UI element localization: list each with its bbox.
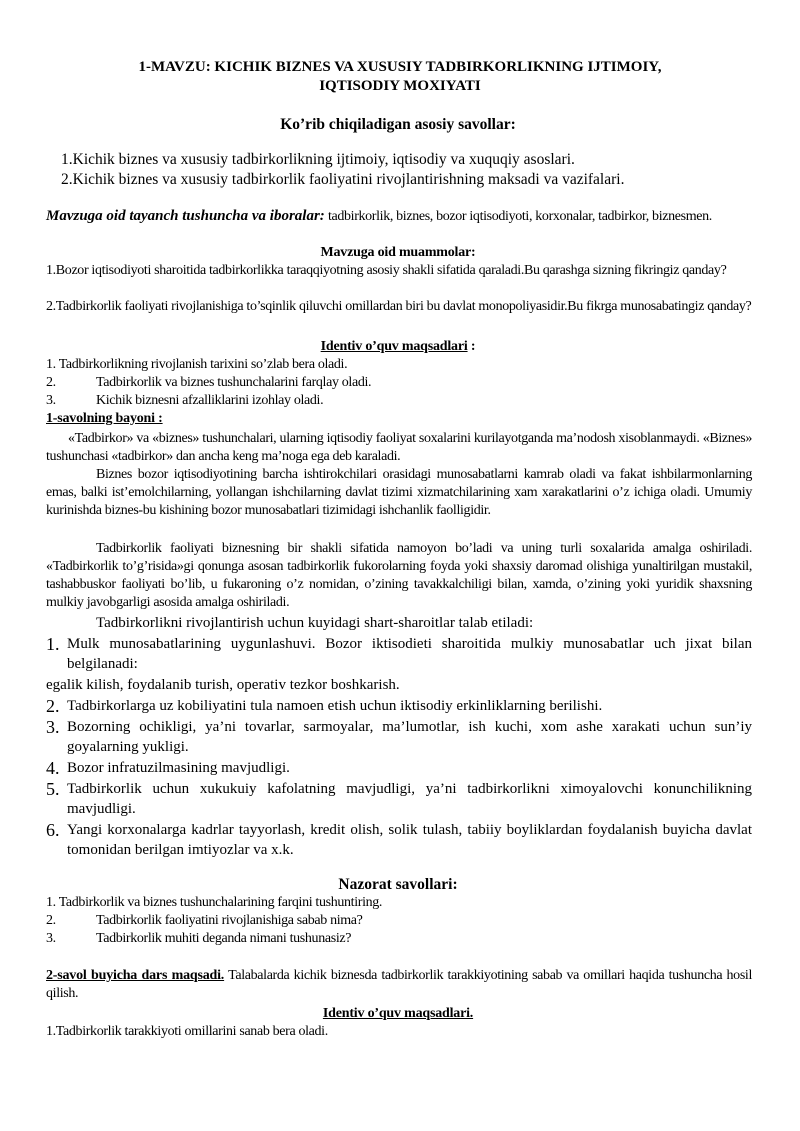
condition-item xyxy=(46,696,752,716)
section1-paragraph-3: Tadbirkorlik faoliyati biznesning bir shakli sifatida namoyon bo’ladi va uning turli soxalarida amalga oshiriladi. «Tadbirkorlik to’g’risida»gi qonunga asosan tadbirkorlik fukorolarning foyda yoki shaxsiy daromad olishiga yunaltirilgan mustakil, tashabbuskor faoliyati bo’lib, u fukaroning o’z nomidan, o’zining tavakkalchiligi bilan, xamda, o’zining yoki yuridik shaxsning mulkiy javobgarligi asosida amalga oshiriladi. xyxy=(46,541,752,610)
control-heading: Nazorat savollari: xyxy=(338,876,458,893)
control-item xyxy=(46,930,752,948)
section1-paragraph-1: «Tadbirkor» va «biznes» tushunchalari, ularning iqtisodiy faoliyat soxalarini kurilayotganda ma’nodosh xisoblanmaydi. «Biznes» tushunchasi «tadbirkor» dan ancha keng ma’noga ega deb karaladi. xyxy=(46,431,752,464)
title-line-2: IQTISODIY MOXIYATI xyxy=(319,78,481,94)
document-title xyxy=(100,58,700,96)
goal-item: 1. Tadbirkorlikning rivojlanish tarixini so’zlab bera oladi. xyxy=(46,357,348,372)
condition-item xyxy=(46,758,752,778)
section2-paragraph xyxy=(46,967,752,1003)
condition-text: Bozorning ochikligi, ya’ni tovarlar, sarmoyalar, ma’lumotlar, ish kuchi, xom ashe xarakati uchun sun’iy goyalarning yukligi. xyxy=(67,719,752,755)
control-number: 2. xyxy=(46,913,56,928)
condition-number: 5. xyxy=(46,779,60,799)
goal-item xyxy=(46,374,752,392)
condition-continuation: egalik kilish, foydalanib turish, operativ tezkor boshkarish. xyxy=(46,677,400,693)
section1-heading: 1-savolning bayoni : xyxy=(46,411,163,426)
control-text: Tadbirkorlik faoliyatini rivojlanishiga sabab nima? xyxy=(96,913,363,928)
goals-heading xyxy=(46,338,750,356)
goal-text: Kichik biznesni afzalliklarini izohlay oladi. xyxy=(96,393,324,408)
section1-paragraph-4: Tadbirkorlikni rivojlantirish uchun kuyidagi shart-sharoitlar talab etiladi: xyxy=(96,615,534,631)
goal-item xyxy=(46,392,752,410)
condition-number: 1. xyxy=(46,634,60,654)
goals2-heading: Identiv o’quv maqsadlari. xyxy=(322,1006,474,1021)
goal-item: 1.Tadbirkorlik tarakkiyoti omillarini sanab bera oladi. xyxy=(46,1024,328,1039)
goal-number: 2. xyxy=(46,375,56,390)
control-item xyxy=(46,912,752,930)
concepts-paragraph xyxy=(46,207,752,226)
control-item: 1. Tadbirkorlik va biznes tushunchalarining farqini tushuntiring. xyxy=(46,895,383,910)
condition-item xyxy=(46,779,752,819)
condition-item xyxy=(46,820,752,860)
concepts-label: Mavzuga oid tayanch tushuncha va iboralar: xyxy=(46,208,325,224)
condition-number: 6. xyxy=(46,820,60,840)
question-item: 1.Kichik biznes va xususiy tadbirkorlikning ijtimoiy, iqtisodiy va xuquqiy asoslari. xyxy=(61,151,575,168)
condition-text: Mulk munosabatlarining uygunlashuvi. Bozor iktisodieti sharoitida mulkiy munosabatlar uch jixat bilan belgilanadi: xyxy=(67,636,752,672)
problem-item: 2.Tadbirkorlik faoliyati rivojlanishiga to’sqinlik qiluvchi omillardan biri bu davlat monopoliyasidir.Bu fikrga munosabatingiz qanday? xyxy=(46,299,752,314)
goals-heading-suffix: : xyxy=(467,339,476,354)
condition-number: 3. xyxy=(46,717,60,737)
section1-paragraph-2: Biznes bozor iqtisodiyotining barcha ishtirokchilari orasidagi munosabatlarni kamrab oladi va fakat ishbilarmonlarning emas, balki ist’emolchilarning, yollangan ishchilarning davlat tizimi xizmatchilarining xam xarakatlarini o’z ichiga oladi. Umumiy kurinishda biznes-bu kishining bozor munosabatlari tizimidagi ishchanlik faolligidir. xyxy=(46,467,752,518)
section2-label: 2-savol buyicha dars maqsadi. xyxy=(46,968,225,983)
condition-number: 4. xyxy=(46,758,60,778)
condition-text: Bozor infratuzilmasining mavjudligi. xyxy=(67,760,290,776)
goal-number: 3. xyxy=(46,393,56,408)
questions-heading: Ko’rib chiqiladigan asosiy savollar: xyxy=(280,116,516,133)
title-line-1: 1-MAVZU: KICHIK BIZNES VA XUSUSIY TADBIRKORLIKNING IJTIMOIY, xyxy=(138,59,662,75)
problem-item: 1.Bozor iqtisodiyoti sharoitida tadbirkorlikka taraqqiyotning asosiy shakli sifatida qaraladi.Bu qarashga sizning fikringiz qanday? xyxy=(46,263,727,278)
condition-text: Tadbirkorlarga uz kobiliyatini tula namoen etish uchun iktisodiy erkinliklarning berilishi. xyxy=(67,698,603,714)
question-item: 2.Kichik biznes va xususiy tadbirkorlik faoliyatini rivojlantirishning maksadi va vazifalari. xyxy=(61,171,625,188)
goal-text: Tadbirkorlik va biznes tushunchalarini farqlay oladi. xyxy=(96,375,372,390)
condition-item xyxy=(46,634,752,674)
concepts-text: tadbirkorlik, biznes, bozor iqtisodiyoti, korxonalar, tadbirkor, biznesmen. xyxy=(324,209,712,224)
condition-text: Tadbirkorlik uchun xukukuiy kafolatning mavjudligi, ya’ni tadbirkorlikni ximoyalovchi konunchilikning mavjudligi. xyxy=(67,781,752,817)
section2-text: Talabalarda kichik biznesda tadbirkorlik tarakkiyotining sabab va omillari haqida tushuncha hosil qilish. xyxy=(46,968,752,1001)
condition-item xyxy=(46,717,752,757)
condition-text: Yangi korxonalarga kadrlar tayyorlash, kredit olish, solik tulash, tabiiy boyliklardan foydalanish buyicha davlat tomonidan berilgan imtiyozlar va x.k. xyxy=(67,822,752,858)
control-text: Tadbirkorlik muhiti deganda nimani tushunasiz? xyxy=(96,931,352,946)
condition-number: 2. xyxy=(46,696,60,716)
goals-heading-text: Identiv o’quv maqsadlari xyxy=(320,339,468,354)
control-number: 3. xyxy=(46,931,56,946)
problems-heading: Mavzuga oid muammolar: xyxy=(320,245,476,260)
